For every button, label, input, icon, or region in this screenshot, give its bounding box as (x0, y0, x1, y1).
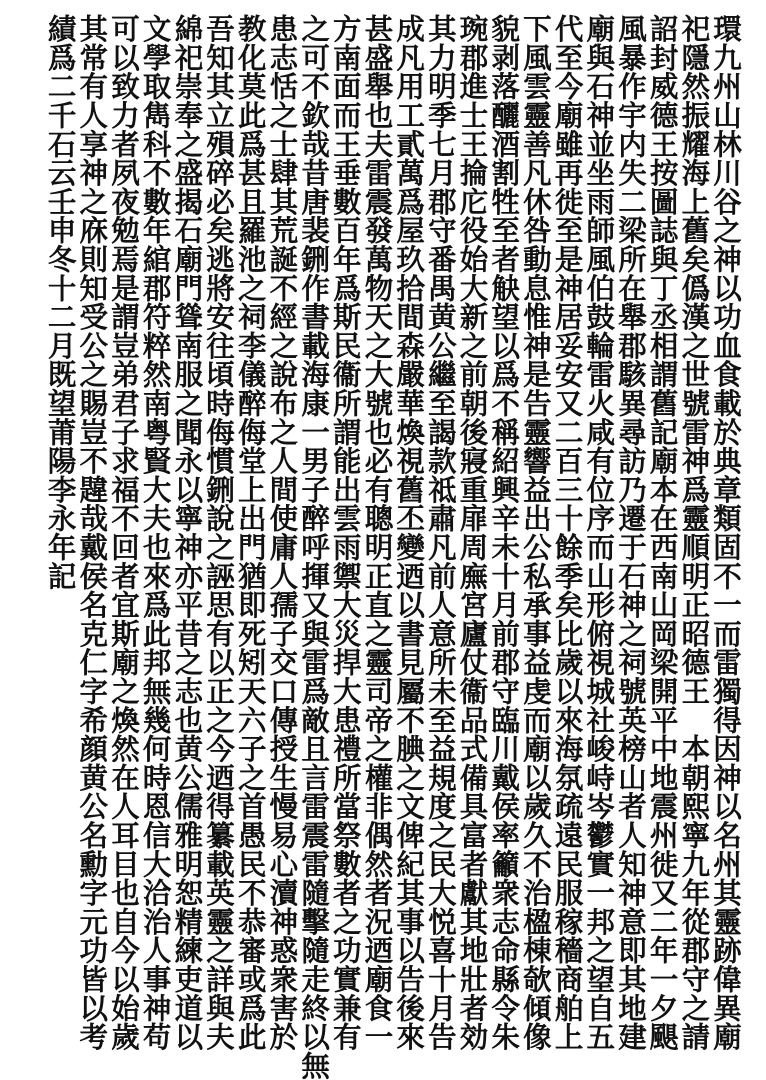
text-column: 之可不欽哉昔唐裴鉶作書載海康一男子醉呼揮又與雷爲敵且言雷震雷隨擊隨走終以無 (297, 14, 332, 1080)
text-column: 詔封威德王按圖誌與丁丞相謂舊記廟本在西南山岡梁開平中地震州徙又二年一夕颶 (645, 14, 680, 1051)
text-column: 其力明季七月郡守番禺黄公繼至謁款祗肅凡前人意所未至益規度之民大悦喜十月告 (423, 14, 458, 1051)
text-column: 貌剥落釃酒割牲至者觖望以爲不稱紹興辛未十月前郡守臨川戴侯率籲衆志命縣令朱 (487, 14, 522, 1051)
text-column: 教化莫此爲甚且羅池之祠李儀醉侮堂上出門猶即死矧天六子之首愚民不恭審或爲此 (233, 14, 268, 1051)
text-column: 患志恬之士肆其荒誕不經之說布之人間使庸人孺子交口傳授生慢易心瀆神惑衆害於 (265, 14, 300, 1051)
text-column: 琬郡進士王掄庀役始大新之前朝後寢重扉周廡宮廬仗衞品式備具富者獻其地壯者効 (455, 14, 490, 1051)
text-column: 績爲二千石云壬申冬十二月既望莆陽李永年記 (43, 14, 78, 590)
text-column: 綿祀崇奉之盛揭石廟門聳南服之聞永以寧神亦平昔之志也黄公儒雅明恕精練吏道以 (170, 14, 205, 1051)
vertical-text-block (43, 14, 743, 1080)
text-column: 甚盛舉也夫雷震發萬物天之大號也必有聰明正直之靈司帝之權非偶然者況迺廟食一 (360, 14, 395, 1051)
text-column: 方南面而王垂數百年爲斯民衞所謂能出雲雨禦大災捍大患禮所當祭數者之功實兼有 (328, 14, 363, 1051)
text-column: 成凡用工貳萬爲屋玖拾間森嚴華煥視舊丕變迺以書見屬不腆之文俾紀其事以告後來 (392, 14, 427, 1051)
text-column: 下風雲靈善凡休咎動息惟神是告靈響益出公私承事益虔而廟以歲久不治楹棟欹傾像 (518, 14, 553, 1051)
text-column: 風暴作宇内失二梁所在舉郡駭異尋訪乃遷于石神之祠號英榜山者人知神意即其地建 (613, 14, 648, 1051)
text-column: 廟與石神並坐雨師風伯鼓輪雷火咸有位序而山形俯視城社峻峙岑鬱實一邦之望自五 (582, 14, 617, 1051)
text-column: 祀隱然振耀海上舊矣僞漢之世號雷神爲靈順明正昭德王 本朝熙寧九年從郡守之請 (677, 14, 712, 1051)
text-column: 吾知其立殞碎必矣逃將安往頃時侮慣鉶說之誣思有以正之今迺得纂載英靈之詳與夫 (202, 14, 236, 1051)
text-column: 可以致力者夙夜勉焉是謂豈弟君子求福不回者宜斯廟之煥然在人耳目也自今以始歲 (106, 14, 141, 1051)
text-column: 環九州山林川谷之神以功血食載於典章類固不一而雷獨得因神以名州其靈跡偉異廟 (709, 14, 743, 1051)
text-column: 文學取雋科不數年綰郡符粹然南粤賢大夫也來爲此邦無幾何時恩信大洽治人事神苟 (138, 14, 173, 1051)
text-column: 代至今廟雖再徙至是神居妥安又二百三十餘季矣比歲以來海氛疏遠民服稼穡商舶上 (550, 14, 585, 1051)
text-column: 其常有人享神之庥則知受公之賜豈不韙哉戴侯名克仁字希顔黄公名勳字元功皆以考 (75, 14, 110, 1051)
